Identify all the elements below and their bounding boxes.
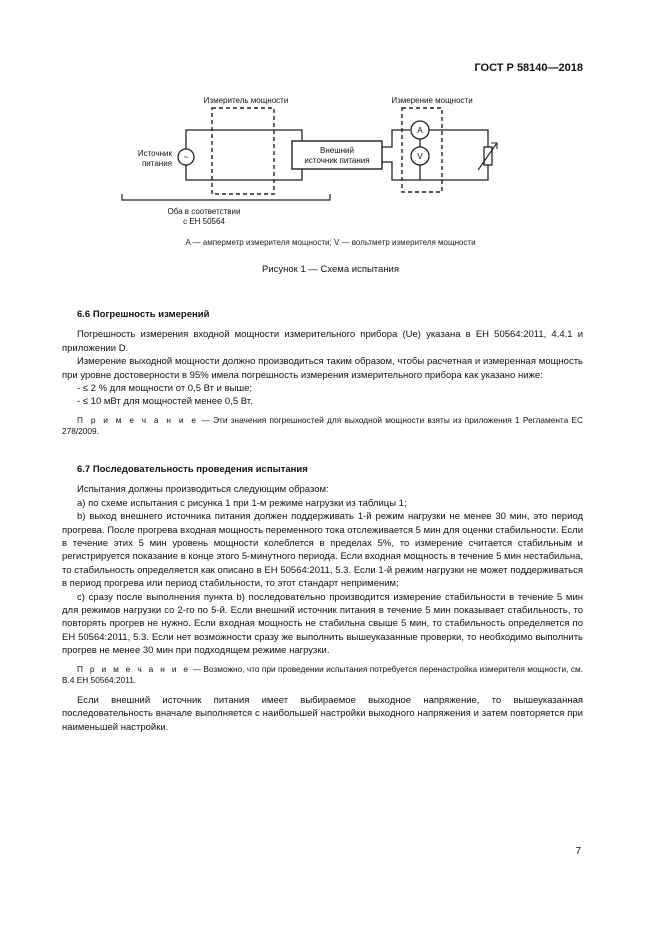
voltmeter-symbol: V [417,152,423,161]
ac-symbol: ~ [183,153,189,162]
list-item: - ≤ 10 мВт для мощностей менее 0,5 Вт. [77,396,253,408]
wire-ammeter-load [429,130,488,147]
paragraph: Погрешность измерения входной мощности измерительного прибора (Ue) указана в ЕН 50564:2011, 4.4.1 и приложении D. [62,329,583,354]
note [62,664,583,687]
list-item: b) выход внешнего источника питания должен поддерживать 1-й режим нагрузки не менее 30 мин, это период прогрева. После прогрева входная мощность переменного тока отслеживается 5 мин для оценки стабильности. Если в течение этих 5 мин уровень мощности колеблется в пределах 5%, то измерение считается стабильным и регистрируется показание в конце этого 5-минутного периода. Если входная мощность в течение 5 мин нестабильна, то стабильность определяется как описано в ЕН 50564:2011, 5.3. Если 1-й режим нагрузки не может поддерживаться в период прогрева или период стабильности, то этот стандарт неприменим; [62,511,583,590]
power-meter-box [212,108,274,194]
figure-caption: Рисунок 1 — Схема испытания [261,264,400,275]
wire-output-bottom [382,162,488,180]
section-6-7 [62,463,583,734]
wire-output-top [382,130,410,147]
page-number: 7 [575,846,581,857]
source-label-line1: Источник [137,149,172,158]
external-supply-line2: источник питания [304,156,370,165]
list-item: a) по схеме испытания с рисунка 1 при 1-м режиме нагрузки из таблицы 1; [77,497,407,509]
both-label-line2: с ЕН 50564 [183,217,225,226]
paragraph: Если внешний источник питания имеет выбираемое выходное напряжение, то вышеуказанная последовательность вначале выполняется с наибольшей настройки выходного напряжения и затем повторяется при наименьшей настройки. [62,694,583,733]
paragraph: Испытания должны производиться следующим образом: [77,484,329,496]
note-label: П р и м е ч а н и е [77,663,191,674]
external-supply-line1: Внешний [320,146,354,155]
note-label: П р и м е ч а н и е [77,414,199,425]
list-item: - ≤ 2 % для мощности от 0,5 Вт и выше; [77,383,253,395]
test-circuit-diagram [0,0,661,236]
both-label-line1: Оба в соответствии [167,207,241,216]
section-6-7-title: 6.7 Последовательность проведения испытания [77,464,308,475]
note-text: — Возможно, что при проведении испытания потребуется перенастройка измерителя мощности, см. В.4 ЕН 50564:2011. [62,663,583,686]
both-bracket [122,194,330,200]
figure-legend: A — амперметр измерителя мощности; V — вольтметр измерителя мощности [185,238,476,247]
list-item: c) сразу после выполнения пункта b) последовательно производится измерение стабильности в течение 5 мин для режимов нагрузки со 2-го по 5-й. Если внешний источник питания в течение 5 мин показывает стабильность, то повторять прогрев не нужно. Если входная мощность не стабильна свыше 5 мин, то стабильность определяется по ЕН 50564:2011, 5.3. Если нет возможности сразу же выполнить вышеуказанные проверки, то необходимо выполнить прогрев не менее 30 мин при подходящем режиме нагрузки. [62,591,583,657]
section-6-6-title: 6.6 Погрешность измерений [77,309,210,320]
wire-source-top [186,130,302,149]
note-text: — Эти значения погрешностей для выходной мощности взяты из приложения 1 Регламента ЕС 278/2009. [62,414,584,437]
wire-source-bottom [186,162,302,180]
source-label-line2: питания [141,159,172,168]
paragraph: Измерение выходной мощности должно производиться таким образом, чтобы расчетная и измеренная мощность при уровне достоверности в 95% имела погрешность измерения измерительного прибора как указано ниже: [62,356,583,381]
note [62,415,583,438]
power-meter-label: Измеритель мощности [203,96,289,105]
document-code: ГОСТ Р 58140—2018 [474,62,583,74]
section-6-6 [62,308,583,438]
power-measurement-label: Измерение мощности [391,96,473,105]
ammeter-symbol: A [417,126,423,135]
